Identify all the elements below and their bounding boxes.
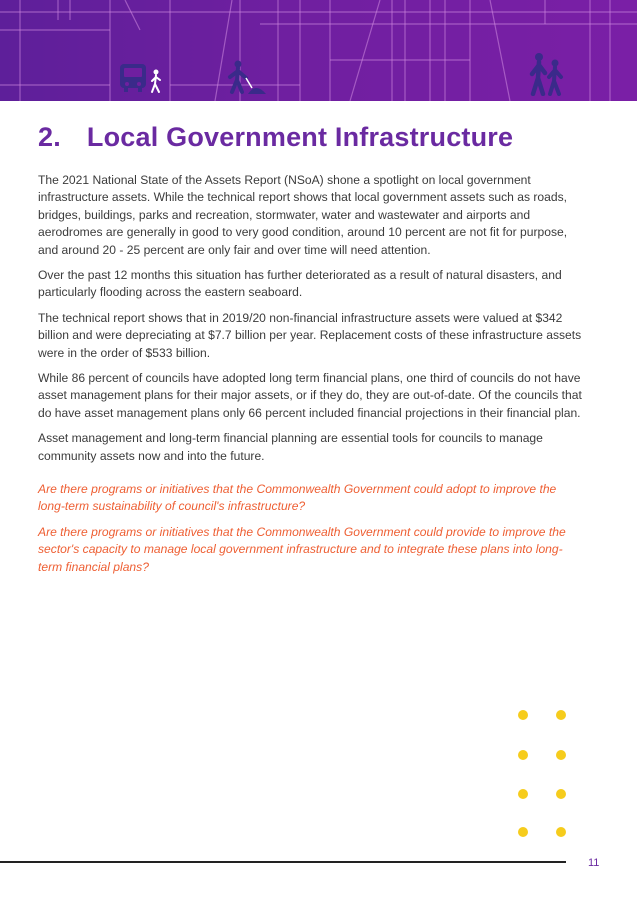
body-text (38, 172, 590, 473)
dot (556, 789, 566, 799)
paragraph: Over the past 12 months this situation has further deteriorated as a result of natural disasters, and particularly flooding across the eastern seaboard. (38, 268, 562, 300)
page-number: 11 (588, 857, 600, 869)
header-banner (0, 0, 637, 101)
paragraph: Asset management and long-term financial planning are essential tools for councils to manage community assets now and into the future. (38, 431, 543, 463)
paragraph: While 86 percent of councils have adopted long term financial plans, one third of councils do not have asset management plans for their major assets, or if they do, they are out-of-date. Of the councils that do have asset management plans only 66 percent included financial projections in their financial plan. (38, 371, 582, 420)
footer-rule (0, 861, 566, 863)
bus-pedestrian-icon (118, 60, 164, 94)
paragraph: The 2021 National State of the Assets Report (NSoA) shone a spotlight on local government infrastructure assets. While the technical report shows that local government assets such as roads, bridges, buildings, parks and recreation, stormwater, water and wastewater and airports and aerodromes are generally in good to very good condition, around 10 percent are not fit for purpose, and around 20 - 25 percent are only fair and over time will need attention. (38, 173, 568, 257)
dot (518, 827, 528, 837)
pedestrians-icon (526, 52, 568, 96)
dot (518, 710, 528, 720)
page-title (38, 122, 513, 153)
section-title: Local Government Infrastructure (86, 122, 514, 152)
dot (556, 710, 566, 720)
dot (518, 750, 528, 760)
consultation-questions (38, 481, 583, 584)
section-number: 2. (38, 122, 61, 152)
question: Are there programs or initiatives that the Commonwealth Government could adopt to improve the long-term sustainability of council's infrastructure? (38, 482, 557, 514)
dot (556, 827, 566, 837)
road-worker-icon (224, 58, 270, 96)
dot (518, 789, 528, 799)
decorative-dots (518, 706, 578, 846)
paragraph: The technical report shows that in 2019/20 non-financial infrastructure assets were valued at $342 billion and were depreciating at $7.7 billion per year. Replacement costs of these infrastructure assets were in the order of $533 billion. (38, 310, 582, 360)
dot (556, 750, 566, 760)
question: Are there programs or initiatives that the Commonwealth Government could provide to improve the sector's capacity to manage local government infrastructure and to integrate these plans into long-term financial plans? (38, 524, 566, 574)
